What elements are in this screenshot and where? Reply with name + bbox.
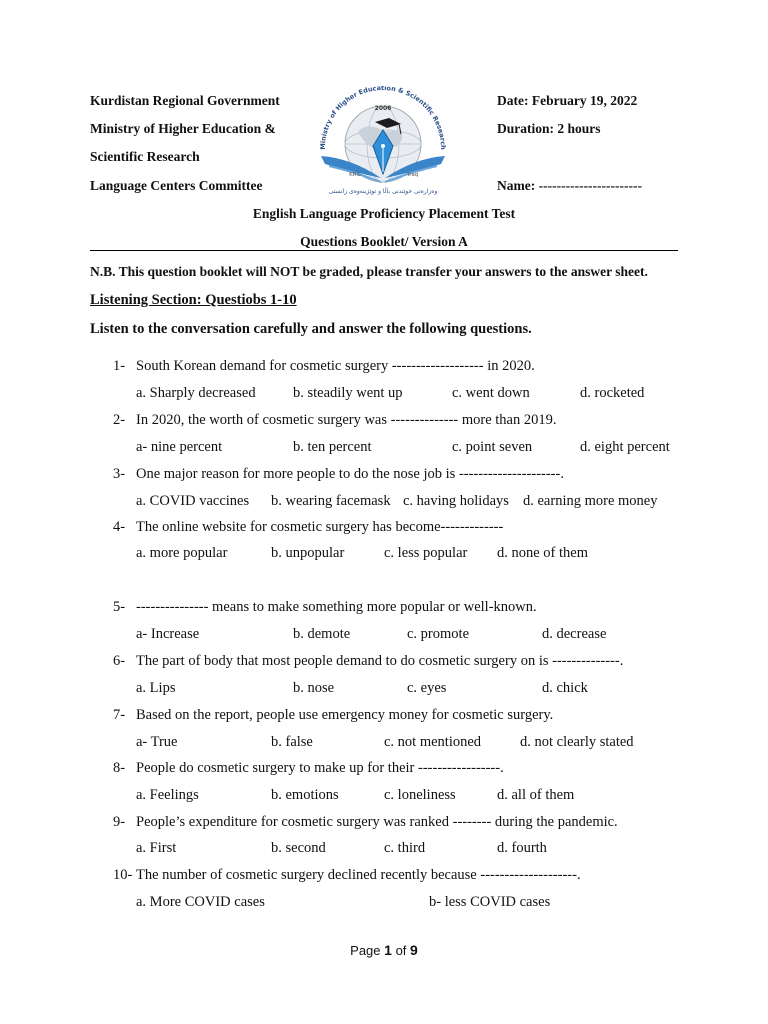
option-d: d. not clearly stated [520, 734, 634, 750]
logo-iraq-label: Iraq [407, 172, 419, 178]
option-a: a- Increase [136, 626, 200, 642]
option-b: b. false [271, 734, 313, 750]
question-text: The part of body that most people demand to do cosmetic surgery on is --------------. [136, 653, 624, 669]
question-number: 4- [113, 519, 126, 535]
student-name-field: Name: ----------------------- [497, 178, 643, 193]
header-line-research: Scientific Research [90, 149, 200, 164]
footer-page-number: 1 [384, 942, 392, 958]
option-b: b- less COVID cases [429, 894, 551, 910]
ministry-seal-icon [303, 86, 463, 198]
logo-kurdish-text: وەزارەتی خوێندنی باڵا و توێژینەوەی زانستی [328, 188, 438, 195]
option-c: c. less popular [384, 545, 468, 561]
option-a: a- nine percent [136, 439, 223, 455]
option-a: a- True [136, 734, 178, 750]
option-c: c. third [384, 840, 426, 856]
header-line-committee: Language Centers Committee [90, 178, 263, 193]
option-b: b. unpopular [271, 545, 345, 561]
question-number: 6- [113, 653, 126, 669]
option-c: c. loneliness [384, 787, 456, 803]
question-number: 3- [113, 466, 126, 482]
test-subtitle: Questions Booklet/ Version A [300, 234, 468, 249]
question-text: The number of cosmetic surgery declined recently because --------------------. [136, 867, 581, 883]
header-divider [90, 250, 678, 251]
ministry-logo [303, 86, 463, 198]
option-a: a. First [136, 840, 177, 856]
option-a: a. More COVID cases [136, 894, 265, 910]
option-c: c. point seven [452, 439, 533, 455]
question-text: In 2020, the worth of cosmetic surgery was -------------- more than 2019. [136, 412, 557, 428]
grading-note: N.B. This question booklet will NOT be graded, please transfer your answers to the answer sheet. [90, 264, 648, 279]
option-a: a. COVID vaccines [136, 493, 250, 509]
question-text: People’s expenditure for cosmetic surgery was ranked -------- during the pandemic. [136, 814, 618, 830]
option-c: c. not mentioned [384, 734, 482, 750]
option-b: b. nose [293, 680, 335, 696]
test-title: English Language Proficiency Placement Test [252, 206, 516, 221]
question-number: 8- [113, 760, 126, 776]
option-c: c. promote [407, 626, 470, 642]
section-instruction: Listen to the conversation carefully and answer the following questions. [90, 321, 532, 337]
option-c: c. went down [452, 385, 530, 401]
question-text: One major reason for more people to do the nose job is ---------------------. [136, 466, 564, 482]
option-a: a. Feelings [136, 787, 199, 803]
question-text: People do cosmetic surgery to make up for their -----------------. [136, 760, 504, 776]
question-number: 9- [113, 814, 126, 830]
logo-krg-label: KRG [349, 172, 361, 178]
option-d: d. fourth [497, 840, 547, 856]
logo-year: 2006 [374, 105, 392, 112]
option-d: d. none of them [497, 545, 589, 561]
option-b: b. ten percent [293, 439, 372, 455]
question-text: --------------- means to make something more popular or well-known. [136, 599, 537, 615]
logo-arc-text: Ministry of Higher Education & Scientific Research [318, 86, 448, 150]
option-b: b. second [271, 840, 326, 856]
option-d: d. decrease [542, 626, 607, 642]
header-line-krg: Kurdistan Regional Government [90, 93, 280, 108]
option-d: d. all of them [497, 787, 575, 803]
page-footer [0, 942, 768, 958]
footer-total-pages: 9 [410, 942, 418, 958]
option-d: d. earning more money [523, 493, 658, 509]
option-c: c. having holidays [403, 493, 509, 509]
question-number: 7- [113, 707, 126, 723]
section-title: Listening Section: Questiobs 1-10 [90, 292, 297, 308]
option-b: b. emotions [271, 787, 339, 803]
option-c: c. eyes [407, 680, 447, 696]
option-d: d. rocketed [580, 385, 645, 401]
exam-date: Date: February 19, 2022 [497, 93, 638, 108]
exam-duration: Duration: 2 hours [497, 121, 601, 136]
question-text: The online website for cosmetic surgery has become------------- [136, 519, 504, 535]
question-number: 2- [113, 412, 126, 428]
option-b: b. steadily went up [293, 385, 403, 401]
footer-page-label: Page [350, 943, 381, 958]
option-a: a. Lips [136, 680, 176, 696]
question-text: South Korean demand for cosmetic surgery ------------------- in 2020. [136, 358, 535, 374]
option-d: d. chick [542, 680, 588, 696]
question-number: 5- [113, 599, 126, 615]
option-b: b. demote [293, 626, 351, 642]
question-number: 1- [113, 358, 126, 374]
option-a: a. Sharply decreased [136, 385, 256, 401]
option-a: a. more popular [136, 545, 228, 561]
option-d: d. eight percent [580, 439, 670, 455]
question-number: 10- [113, 867, 133, 883]
footer-of-label: of [395, 943, 407, 958]
option-b: b. wearing facemask [271, 493, 391, 509]
question-text: Based on the report, people use emergency money for cosmetic surgery. [136, 707, 554, 723]
header-line-ministry: Ministry of Higher Education & [90, 121, 276, 136]
